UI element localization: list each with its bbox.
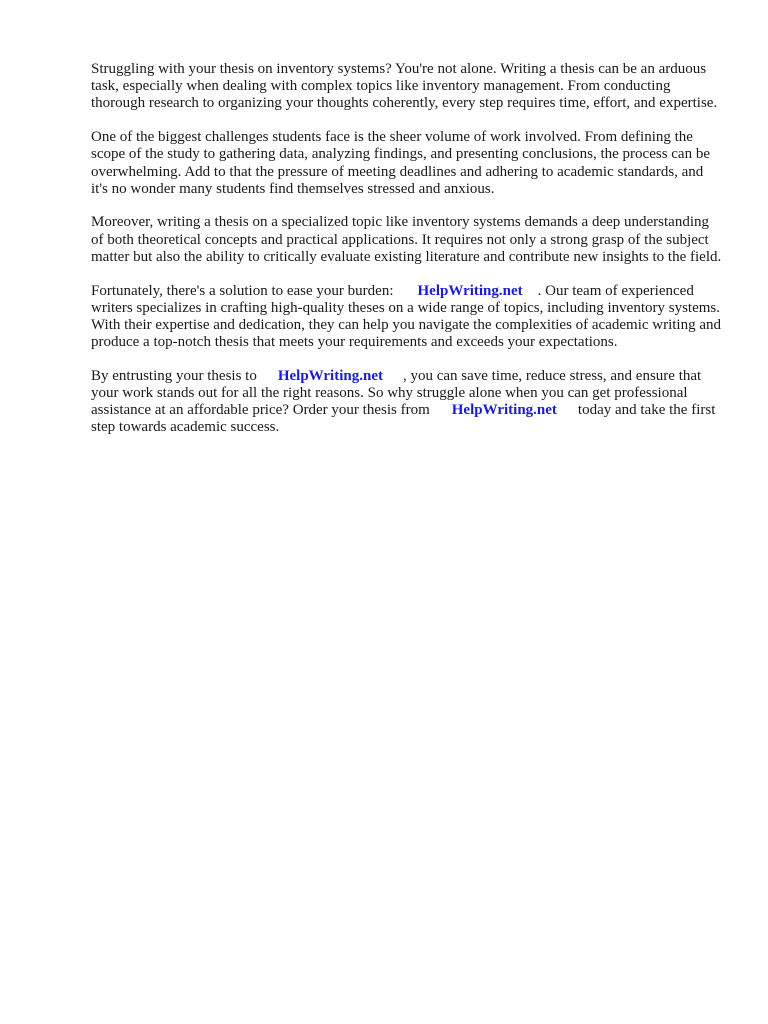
solution-text-after: . Our team of experienced writers specializes in crafting high-quality theses on a wide range of topics, including inventory systems. With their expertise and dedication, they can help you navigate the complexities of academic writing and produce a top-notch thesis that meets your requirements and exceeds your expectations. [91, 282, 722, 351]
paragraph-challenges: One of the biggest challenges students face is the sheer volume of work involved. From defining the scope of the study to gathering data, analyzing findings, and presenting conclusions, the process can be overwhelming. Add to that the pressure of meeting deadlines and adhering to academic standards, and it's no wonder many students find themselves stressed and anxious. [91, 129, 710, 197]
helpwriting-link-1[interactable]: HelpWriting.net [417, 282, 523, 299]
solution-text-before: Fortunately, there's a solution to ease your burden: [91, 282, 394, 299]
paragraph-specialized-topic: Moreover, writing a thesis on a specialized topic like inventory systems demands a deep understanding of both theoretical concepts and practical applications. It requires not only a strong grasp of the subject matter but also the ability to critically evaluate existing literature and contribute new insights to the field. [91, 214, 722, 265]
paragraph-intro: Struggling with your thesis on inventory systems? You're not alone. Writing a thesis can be an arduous task, especially when dealing with complex topics like inventory management. From conducting thorough research to organizing your thoughts coherently, every step requires time, effort, and expertise. [91, 61, 718, 112]
cta-text-after: today and take the first step towards academic success. [91, 402, 716, 436]
helpwriting-link-2[interactable]: HelpWriting.net [277, 367, 383, 384]
cta-text-middle: , you can save time, reduce stress, and ensure that your work stands out for all the right reasons. So why struggle alone when you can get professional assistance at an affordable price? Order your thesis from [91, 367, 702, 419]
helpwriting-link-3[interactable]: HelpWriting.net [451, 402, 557, 419]
document-page [91, 61, 723, 453]
paragraph-call-to-action [91, 368, 723, 437]
cta-text-before: By entrusting your thesis to [91, 367, 257, 384]
paragraph-solution [91, 283, 723, 352]
